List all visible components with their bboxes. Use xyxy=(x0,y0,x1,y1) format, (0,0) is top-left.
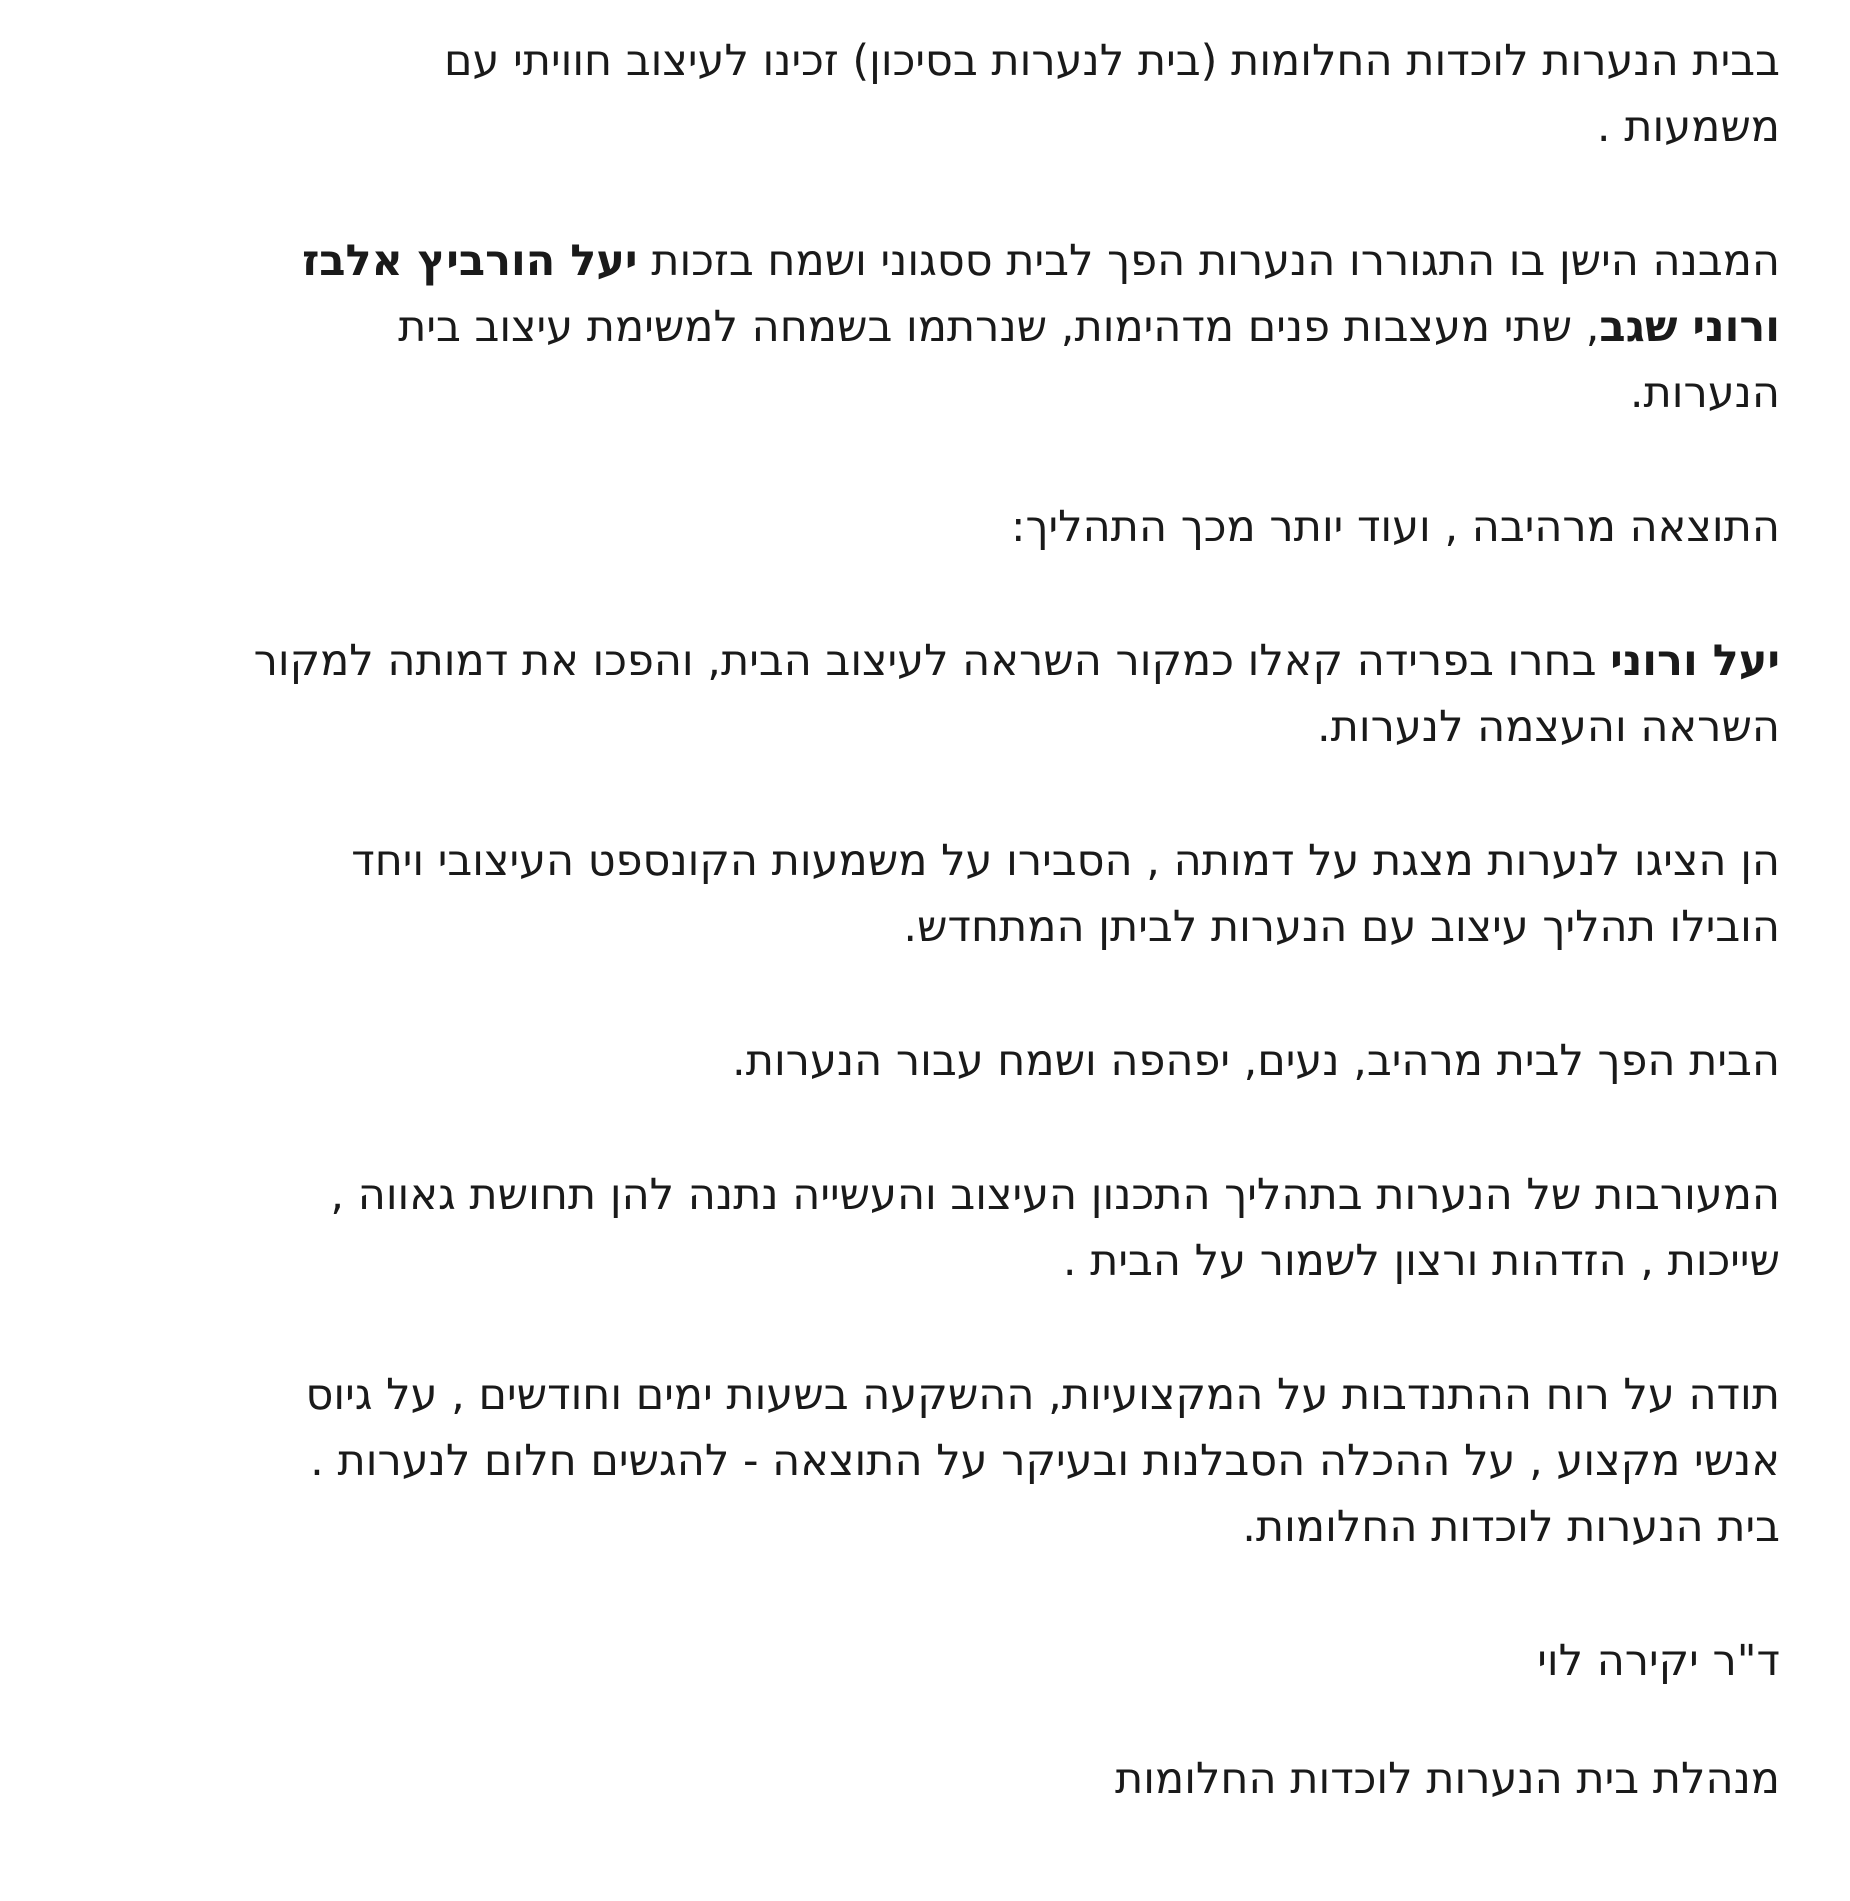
designer-names-bold: יעל הורביץ אלבז xyxy=(302,236,638,286)
paragraph-line xyxy=(40,228,1780,294)
paragraph-line: השראה והעצמה לנערות. xyxy=(1316,702,1780,752)
paragraph-line: הבית הפך לבית מרהיב, נעים, יפהפה ושמח עבור הנערות. xyxy=(732,1036,1780,1086)
signature-role-text: מנהלת בית הנערות לוכדות החלומות xyxy=(1115,1754,1780,1804)
paragraph-process xyxy=(40,828,1780,960)
paragraph-house xyxy=(40,1028,1780,1094)
paragraph-line: התוצאה מרהיבה , ועוד יותר מכך התהליך: xyxy=(1010,502,1780,552)
paragraph-line: בית הנערות לוכדות החלומות. xyxy=(1242,1502,1780,1552)
paragraph-line: בבית הנערות לוכדות החלומות (בית לנערות בסיכון) זכינו לעיצוב חוויתי עם xyxy=(444,36,1780,86)
paragraph-line: אנשי מקצוע , על ההכלה הסבלנות ובעיקר על התוצאה - להגשים חלום לנערות . xyxy=(310,1436,1780,1486)
paragraph-result xyxy=(40,494,1780,560)
paragraph-text: המבנה הישן בו התגוררו הנערות הפך לבית ססגוני ושמח בזכות xyxy=(637,236,1780,286)
paragraph-line: הובילו תהליך עיצוב עם הנערות לביתן המתחדש. xyxy=(903,902,1780,952)
signature-name xyxy=(40,1628,1780,1694)
paragraph-line: הנערות. xyxy=(1629,368,1780,418)
designer-names-bold: ורוני שגב xyxy=(1599,302,1780,352)
paragraph-involvement xyxy=(40,1162,1780,1294)
paragraph-line: המעורבות של הנערות בתהליך התכנון העיצוב והעשייה נתנה להן תחושת גאווה , xyxy=(330,1170,1780,1220)
paragraph-text: , שתי מעצבות פנים מדהימות, שנרתמו בשמחה למשימת עיצוב בית xyxy=(398,302,1600,352)
paragraph-intro xyxy=(40,28,1780,160)
paragraph-line xyxy=(40,294,1780,360)
paragraph-line xyxy=(40,628,1780,694)
paragraph-line: הן הציגו לנערות מצגת על דמותה , הסבירו על משמעות הקונספט העיצובי ויחד xyxy=(351,836,1780,886)
paragraph-line: משמעות . xyxy=(1596,102,1780,152)
letter-body xyxy=(40,28,1780,1812)
paragraph-thanks xyxy=(40,1362,1780,1560)
signature-role xyxy=(40,1746,1780,1812)
paragraph-line: שייכות , הזדהות ורצון לשמור על הבית . xyxy=(1062,1236,1780,1286)
paragraph-designers xyxy=(40,228,1780,426)
paragraph-line: תודה על רוח ההתנדבות על המקצועיות, ההשקעה בשעות ימים וחודשים , על גיוס xyxy=(305,1370,1780,1420)
paragraph-inspiration xyxy=(40,628,1780,760)
paragraph-text: בחרו בפרידה קאלו כמקור השראה לעיצוב הבית, והפכו את דמותה למקור xyxy=(253,636,1611,686)
designer-names-bold: יעל ורוני xyxy=(1610,636,1780,686)
signature-name-text: ד"ר יקירה לוי xyxy=(1537,1636,1780,1686)
